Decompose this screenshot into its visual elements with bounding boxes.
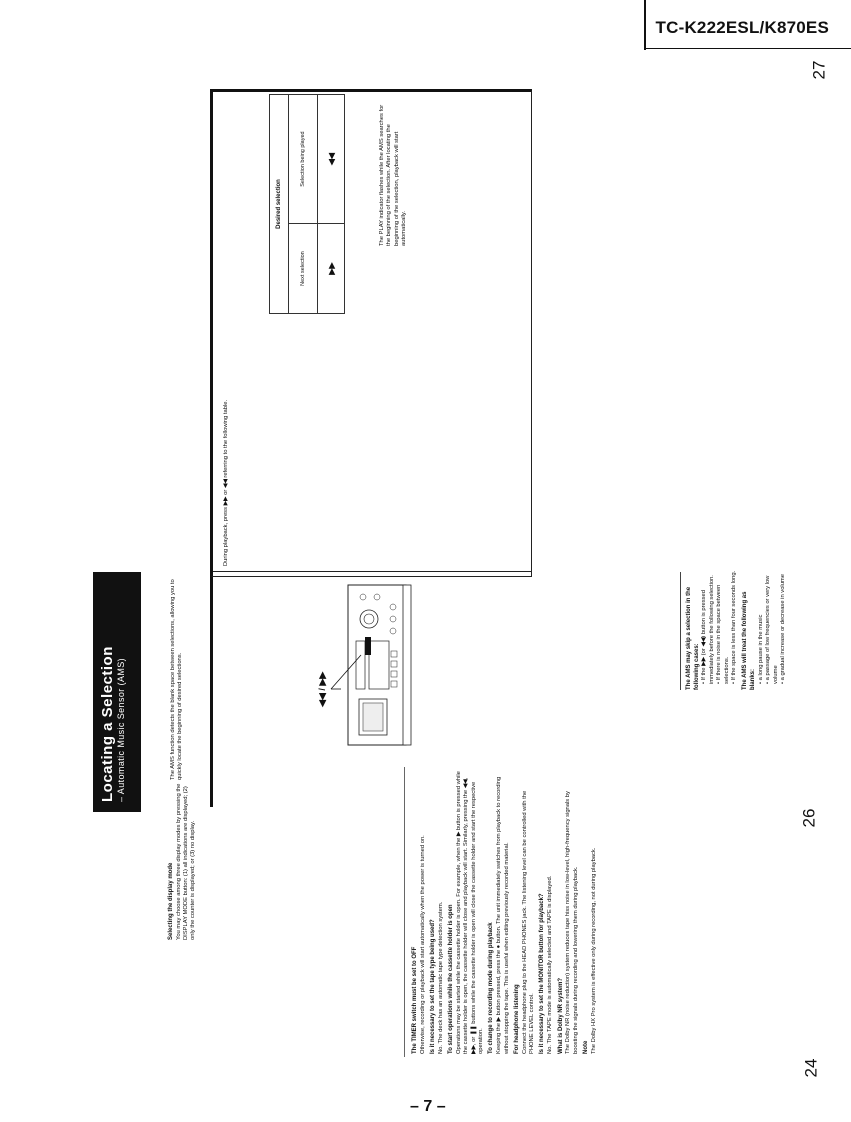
table-col-next: Next selection: [289, 224, 318, 314]
table-btn-next: ▶▶: [318, 224, 345, 314]
section-heading: To start operations while the cassette holder is open: [448, 904, 455, 1054]
section-heading: To change to recording mode during playback: [488, 922, 495, 1054]
instruction-panel: [210, 89, 532, 577]
table-col-current: Selection being played: [289, 95, 318, 224]
intro-text: The AMS function detects the blank space between selections, allowing you to quickly locate the beginning of desired selections.: [170, 579, 184, 780]
section-body: Otherwise, recording or playback will start automatically when the power is turned on.: [419, 835, 426, 1054]
table-header: Desired selection: [270, 95, 289, 314]
section-body: Operations may be started while the cassette holder is open. For example, when the ▶ button is pressed while the cassette holder is open, the cassette holder will close and playback will start. Similarly, pressing the ◀◀, ▶▶, or ❚❚ buttons while the cassette holder is open will close the cassette holder and start the respective operation.: [455, 771, 485, 1054]
section-heading: What is Dolby NR system?: [557, 977, 564, 1054]
section-heading: Is it necessary to set the MONITOR button for playback?: [539, 893, 546, 1054]
section-body: Connect the headphone plug to the HEAD PHONES jack. The listening level can be controlled with the PHONE LEVEL control.: [521, 790, 536, 1054]
table-btn-prev: ◀◀: [318, 95, 345, 224]
play-note: The PLAY indicator flashes while the AMS searches for the beginning of the selection. After locating the beginning of the selection, playback will start automatically.: [379, 104, 408, 246]
section-heading: Note: [582, 1040, 589, 1054]
section-heading: Selecting the display mode: [168, 862, 174, 940]
section-body: The Dolby NR (noise reduction) system reduces tape hiss noise in low-level, high-frequency signals by boosting the signals during recording and lowering them during playback.: [565, 791, 579, 1054]
section-body: The Dolby HX Pro system is effective only during recording, not during playback.: [590, 847, 597, 1054]
title-banner: [93, 572, 141, 812]
skip-list: [701, 570, 738, 690]
section-body: You may choose among three display modes by pressing the DISPLAY MODE button: (1) all indications are displayed; (2) only the counter is displayed; or (3) no display.: [175, 783, 197, 940]
skip-heading: The AMS may skip a selection in the following cases:: [686, 586, 700, 690]
figure-label: ◀◀ / ▶▶: [317, 671, 327, 707]
list-item: • a long pause in the music: [758, 570, 765, 684]
section-body: Keeping the ▶ button pressed, press the ● button. The unit immediately switches from playback to recording without stopping the tape. This is useful when editing previously recorded material.: [496, 776, 510, 1054]
section-body: No. The deck has an automatic tape type detection system.: [437, 901, 444, 1054]
section-heading: Is it necessary to set the tape type being used?: [430, 919, 437, 1054]
list-item: • If the ▶▶ (or ◀◀) button is pressed immediately before the following selection.: [701, 570, 716, 684]
section-heading: The TIMER switch must be set to OFF: [412, 946, 418, 1054]
list-item: • If the space is less than four seconds long.: [731, 570, 738, 684]
notes-divider: [680, 572, 681, 690]
blanks-heading: The AMS will treat the following as blanks:: [742, 591, 757, 690]
section-heading: For headphone listening: [513, 984, 520, 1054]
section-body: No. The TAPE mode is automatically selected and TAPE is displayed.: [547, 875, 554, 1054]
page-number-27: 27: [809, 60, 829, 80]
list-item: • If there is noise in the space between selections.: [716, 570, 731, 684]
list-item: • a gradual increase or decrease in volume: [780, 570, 787, 684]
page-number-26: 26: [799, 808, 819, 828]
figure-panel: [210, 571, 531, 807]
blanks-list: [758, 570, 788, 690]
section-display-mode: [168, 775, 201, 940]
divider: [404, 767, 405, 1057]
instruction-text: During playback, press ▶▶ or ◀◀ referring to the following table.: [223, 399, 229, 566]
model-title: TC-K222ESL/K870ES: [655, 18, 829, 37]
page-footer: – 7 –: [410, 1098, 446, 1115]
page-title: Locating a Selection: [99, 646, 116, 802]
cassette-deck-illustration: [213, 572, 531, 807]
page-number-24: 24: [801, 1058, 821, 1078]
page-subtitle: – Automatic Music Sensor (AMS): [116, 657, 126, 802]
section-list: [412, 769, 601, 1054]
list-item: • a passage of low frequencies or very low volume: [765, 570, 780, 684]
notes-block: [686, 570, 791, 690]
ams-table: [269, 94, 345, 314]
